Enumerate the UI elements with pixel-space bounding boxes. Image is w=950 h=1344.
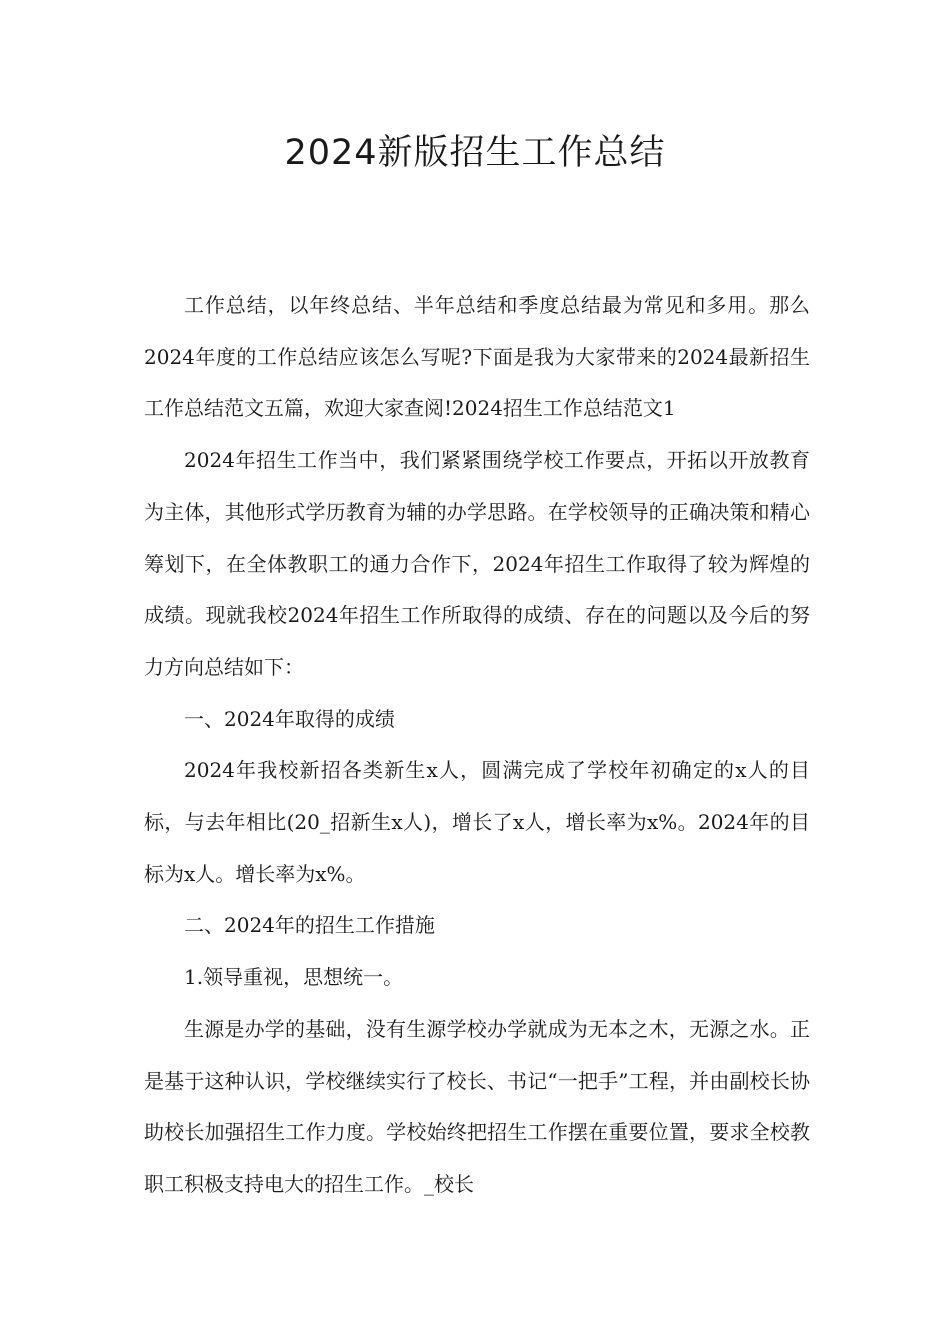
section-heading-measures: 二、2024年的招生工作措施 <box>184 913 435 938</box>
subheading-leadership: 1.领导重视，思想统一。 <box>184 965 404 990</box>
paragraph-overview: 2024年招生工作当中，我们紧紧围绕学校工作要点，开拓以开放教育为主体，其他形式学历教育为辅的办学思路。在学校领导的正确决策和精心筹划下，在全体教职工的通力合作下，2024年招生工作取得了较为辉煌的成绩。现就我校2024年招生工作所取得的成绩、存在的问题以及今后的努力方向总结如下： <box>144 448 810 679</box>
paragraph-intro: 工作总结，以年终总结、半年总结和季度总结最为常见和多用。那么2024年度的工作总结应该怎么写呢?下面是我为大家带来的2024最新招生工作总结范文五篇，欢迎大家查阅!2024招生工作总结范文1 <box>144 293 810 421</box>
paragraph-leadership: 生源是办学的基础，没有生源学校办学就成为无本之木，无源之水。正是基于这种认识，学校继续实行了校长、书记“一把手”工程，并由副校长协助校长加强招生工作力度。学校始终把招生工作摆在重要位置，要求全校教职工积极支持电大的招生工作。_校长 <box>144 1016 810 1196</box>
section-heading-achievements: 一、2024年取得的成绩 <box>184 706 395 731</box>
paragraph-achievements: 2024年我校新招各类新生x人，圆满完成了学校年初确定的x人的目标，与去年相比(20_招新生x人)，增长了x人，增长率为x%。2024年的目标为x人。增长率为x%。 <box>144 758 810 886</box>
document-title: 2024新版招生工作总结 <box>284 133 666 173</box>
document-body <box>144 280 810 1211</box>
